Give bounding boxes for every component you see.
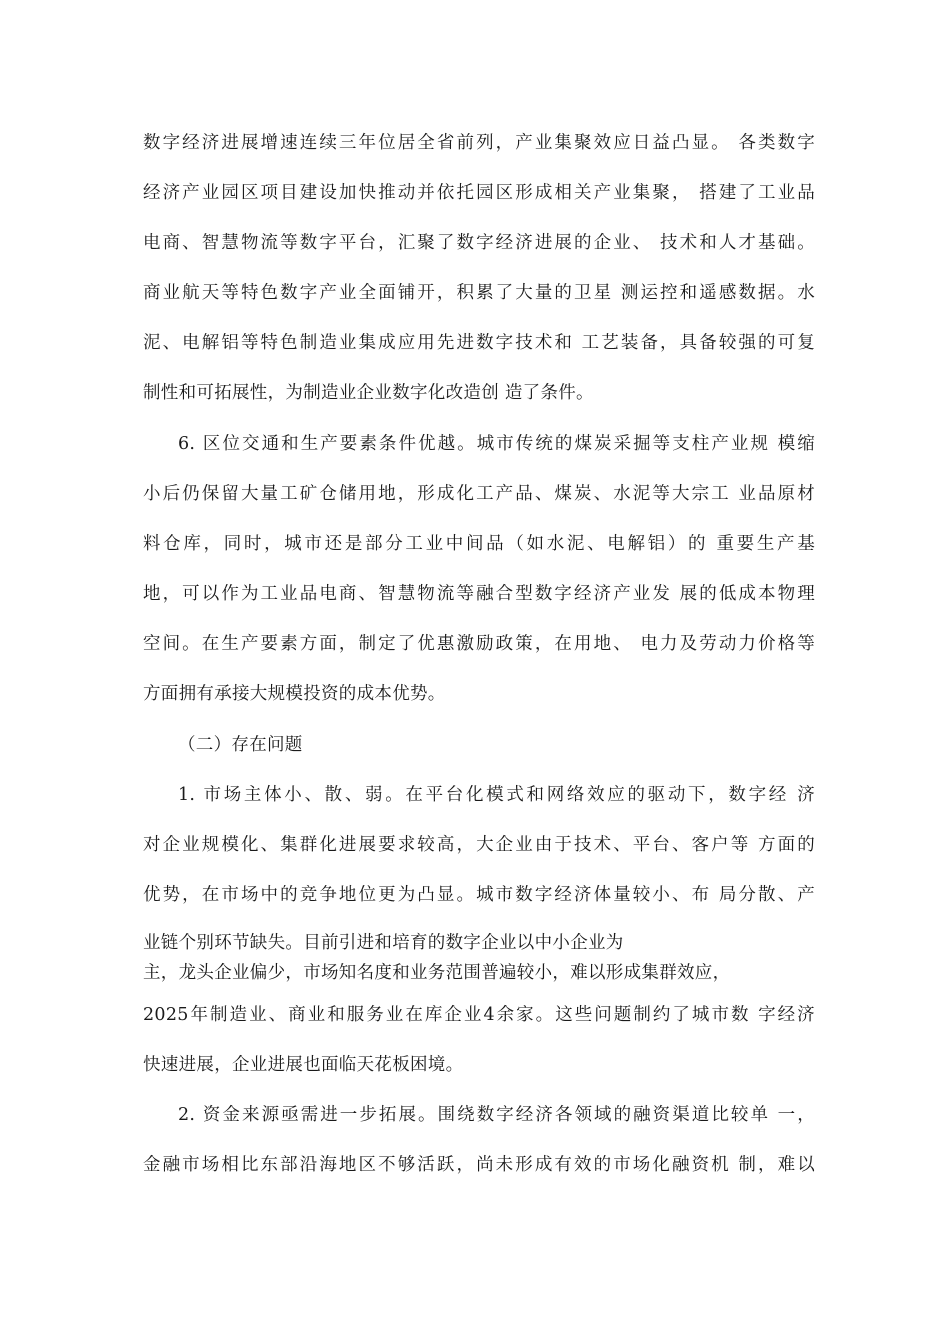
- paragraph-line: 商业航天等特色数字产业全面铺开，积累了大量的卫星 测运控和遥感数据。水: [143, 283, 815, 303]
- paragraph-line: 对企业规模化、集群化进展要求较高，大企业由于技术、平台、客户等 方面的: [143, 835, 815, 855]
- paragraph-line: 电商、智慧物流等数字平台，汇聚了数字经济进展的企业、 技术和人才基础。: [143, 233, 815, 253]
- paragraph-line: 数字经济进展增速连续三年位居全省前列，产业集聚效应日益凸显。 各类数字: [143, 133, 815, 153]
- paragraph-line: 2025年制造业、商业和服务业在库企业4余家。这些问题制约了城市数 字经济: [143, 1005, 815, 1025]
- paragraph-line: 空间。在生产要素方面，制定了优惠激励政策，在用地、 电力及劳动力价格等: [143, 634, 815, 654]
- paragraph-line: 料仓库，同时，城市还是部分工业中间品（如水泥、电解铝）的 重要生产基: [143, 534, 815, 554]
- paragraph-line: 主，龙头企业偏少，市场知名度和业务范围普遍较小，难以形成集群效应，: [143, 963, 731, 983]
- paragraph-line: 1. 市场主体小、散、弱。在平台化模式和网络效应的驱动下，数字经 济: [178, 785, 815, 805]
- paragraph-line: 泥、电解铝等特色制造业集成应用先进数字技术和 工艺装备，具备较强的可复: [143, 333, 815, 353]
- paragraph-line: 制性和可拓展性，为制造业企业数字化改造创 造了条件。: [143, 383, 594, 403]
- paragraph-line: 优势，在市场中的竞争地位更为凸显。城市数字经济体量较小、布 局分散、产: [143, 885, 815, 905]
- section-heading: （二）存在问题: [178, 735, 303, 755]
- paragraph-line: 经济产业园区项目建设加快推动并依托园区形成相关产业集聚， 搭建了工业品: [143, 183, 815, 203]
- paragraph-line: 小后仍保留大量工矿仓储用地，形成化工产品、煤炭、水泥等大宗工 业品原材: [143, 484, 815, 504]
- paragraph-line: 方面拥有承接大规模投资的成本优势。: [143, 684, 446, 704]
- paragraph-line: 快速进展，企业进展也面临天花板困境。: [143, 1055, 464, 1075]
- paragraph-line: 业链个别环节缺失。目前引进和培育的数字企业以中小企业为: [143, 933, 624, 953]
- paragraph-line: 金融市场相比东部沿海地区不够活跃，尚未形成有效的市场化融资机 制，难以: [143, 1155, 815, 1175]
- paragraph-line: 地，可以作为工业品电商、智慧物流等融合型数字经济产业发 展的低成本物理: [143, 584, 815, 604]
- paragraph-line: 6. 区位交通和生产要素条件优越。城市传统的煤炭采掘等支柱产业规 模缩: [178, 434, 815, 454]
- paragraph-line: 2. 资金来源亟需进一步拓展。围绕数字经济各领域的融资渠道比较单 一，: [178, 1105, 815, 1125]
